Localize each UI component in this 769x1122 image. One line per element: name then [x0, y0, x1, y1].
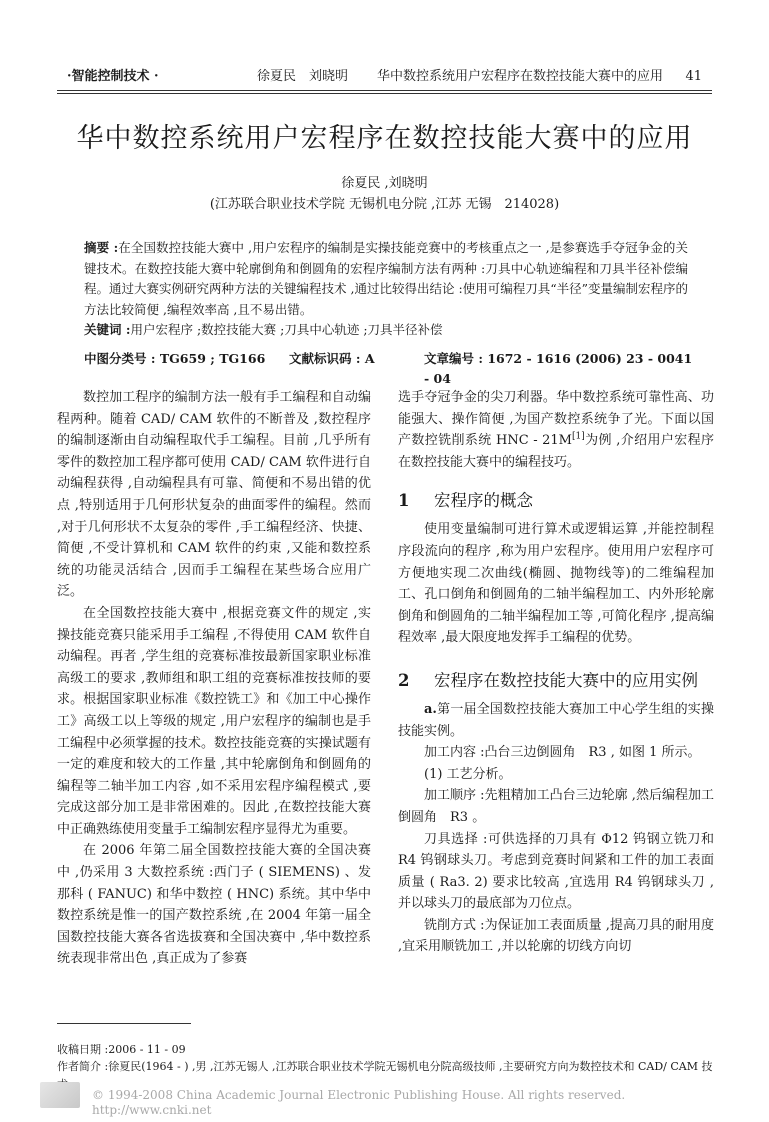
header-rule-2: [57, 93, 712, 94]
section-number: 2: [398, 670, 410, 690]
paragraph: 刀具选择 :可供选择的刀具有 Φ12 钨钢立铣刀和 R4 钨钢球头刀。考虑到竞赛时间紧和工件的加工表面质量 ( Ra3. 2) 要求比较高 ,宜选用 R4 钨钢球头刀 ,并以球头刀的最底部为刀位点。: [398, 831, 714, 912]
abstract-text: 在全国数控技能大赛中 ,用户宏程序的编制是实操技能竞赛中的考核重点之一 ,是参赛选手夺冠争金的关键技术。在数控技能大赛中轮廓倒角和倒圆角的宏程序编制方法有两种 :刀具中心轨迹编程和刀具半径补偿编程。通过大赛实例研究两种方法的关键编程技术 ,通过比较得出结论 :使用可编程刀具“半径”变量编制宏程序的方法比较简便 ,编程效率高 ,且不易出错。: [84, 240, 688, 317]
running-header: [57, 66, 712, 88]
clc-number: 中图分类号 : TG659 ; TG166: [84, 351, 266, 366]
section-number: 1: [398, 491, 410, 511]
footnote-bio: 作者简介 :徐夏民(1964 - ) ,男 ,江苏无锡人 ,江苏联合职业技术学院无锡机电分院高级技师 ,主要研究方向为数控技术和 CAD/ CAM 技: [57, 1060, 713, 1073]
citation-ref[interactable]: [1]: [571, 431, 585, 442]
paragraph: (1) 工艺分析。: [424, 766, 512, 782]
paragraph: [398, 387, 714, 473]
keywords: [84, 320, 688, 341]
classification-line: [84, 349, 694, 386]
copyright-text: © 1994-2008 China Academic Journal Electronic Publishing House. All rights reserved. http://www.cnki.net: [92, 1088, 638, 1117]
page-number: 41: [685, 69, 702, 84]
paragraph: 使用变量编制可进行算术或逻辑运算 ,并能控制程序段流向的程序 ,称为用户宏程序。使用用户宏程序可方便地实现二次曲线(椭圆、抛物线等)的二维编程加工、孔口倒角和倒圆角的二轴半编程加工、内外形轮廓倒角和倒圆角的二轴半编程加工等 ,可简化程序 ,提高编程效率 ,最大限度地发挥手工编程的优势。: [398, 522, 714, 646]
left-column: [57, 387, 371, 970]
paper-authors: 徐夏民 ,刘晓明: [341, 176, 428, 191]
paragraph: 铣削方式 :为保证加工表面质量 ,提高刀具的耐用度 ,宜采用顺铣加工 ,并以轮廓的切线方向切: [398, 917, 714, 955]
footnote-received: 收稿日期 :2006 - 11 - 09: [57, 1043, 186, 1056]
section-heading-1: [398, 489, 714, 513]
paragraph: 加工内容 :凸台三边倒圆角 R3 , 如图 1 所示。: [424, 745, 701, 761]
header-authors: 徐夏民 刘晓明: [257, 69, 349, 84]
page-footer: [40, 1082, 740, 1117]
paragraph-text: 选手夺冠争金的尖刀利器。华中数控系统可靠性高、功能强大、操作简便 ,为国产数控系统争了光。下面以国产数控铣削系统 HNC - 21M: [398, 390, 714, 449]
section-title: 宏程序在数控技能大赛中的应用实例: [434, 670, 698, 690]
header-section: ·智能控制技术 ·: [67, 69, 159, 84]
section-heading-2: [398, 669, 714, 693]
paragraph-text: 为例 ,介绍用户宏程序在数控技能大赛中的编程技巧。: [398, 433, 715, 470]
abstract: [84, 238, 688, 320]
item-label: a.: [424, 701, 437, 717]
document-code: 文献标识码 : A: [289, 351, 375, 366]
paragraph: 在 2006 年第二届全国数控技能大赛的全国决赛中 ,仍采用 3 大数控系统 :西门子 ( SIEMENS) 、发那科 ( FANUC) 和华中数控 ( HNC) 系统。其中华中数控系统是惟一的国产数控系统 ,在 2004 年第一届全国数控技能大赛各省选拔赛和全国决赛中 ,华中数控系统表现非常出色 ,真正成为了参赛: [57, 843, 371, 967]
keywords-label: 关键词 :: [84, 322, 131, 337]
header-rule: [57, 90, 712, 91]
cnki-logo-icon: [40, 1082, 80, 1108]
right-column: [398, 387, 714, 958]
paragraph: 加工顺序 :先粗精加工凸台三边轮廓 ,然后编程加工倒圆角 R3 。: [398, 788, 714, 825]
paragraph: 在全国数控技能大赛中 ,根据竞赛文件的规定 ,实操技能竞赛只能采用手工编程 ,不得使用 CAM 软件自动编程。再者 ,学生组的竞赛标准按最新国家职业标准高级工的要求 ,教师组和职工组的竞赛标准按技师的要求。根据国家职业标准《数控铣工》和《加工中心操作工》高级工以上等级的规定 ,用户宏程序的编制也是手工编程中必须掌握的技术。数控技能竞赛的实操试题有一定的难度和较大的工作量 ,其中轮廓倒角和倒圆角的编程等二轴半加工内容 ,如不采用宏程序编程模式 ,要完成这部分加工是非常困难的。因此 ,在数控技能大赛中正确熟练使用变量手工编制宏程序显得尤为重要。: [57, 605, 371, 837]
abstract-block: [84, 238, 688, 341]
paper-title: 华中数控系统用户宏程序在数控技能大赛中的应用: [76, 123, 693, 154]
abstract-label: 摘要 :: [84, 240, 119, 255]
article-number: 文章编号 : 1672 - 1616 (2006) 23 - 0041 - 04: [424, 351, 693, 386]
header-title: 华中数控系统用户宏程序在数控技能大赛中的应用: [377, 69, 664, 84]
section-title: 宏程序的概念: [434, 491, 533, 511]
keywords-text: 用户宏程序 ;数控技能大赛 ;刀具中心轨迹 ;刀具半径补偿: [130, 322, 443, 337]
paragraph: 数控加工程序的编制方法一般有手工编程和自动编程两种。随着 CAD/ CAM 软件的不断普及 ,数控程序的编制逐渐由自动编程取代手工编程。目前 ,几乎所有零件的数控加工程序都可使用 CAD/ CAM 软件进行自动编程获得 ,自动编程具有可靠、简便和不易出错的优点 ,特别适用于几何形状复杂的曲面零件的编程。然而 ,对于几何形状不太复杂的零件 ,手工编程经济、快捷、简便 ,不受计算机和 CAM 软件的约束 ,又能和数控系统的功能灵活结合 ,因而手工编程在某些场合应用广泛。: [57, 390, 371, 600]
footnote-rule: [57, 1023, 191, 1024]
paragraph-text: 第一届全国数控技能大赛加工中心学生组的实操技能实例。: [398, 701, 714, 739]
paragraph: [398, 699, 714, 742]
paper-affiliation: (江苏联合职业技术学院 无锡机电分院 ,江苏 无锡 214028): [209, 197, 560, 212]
